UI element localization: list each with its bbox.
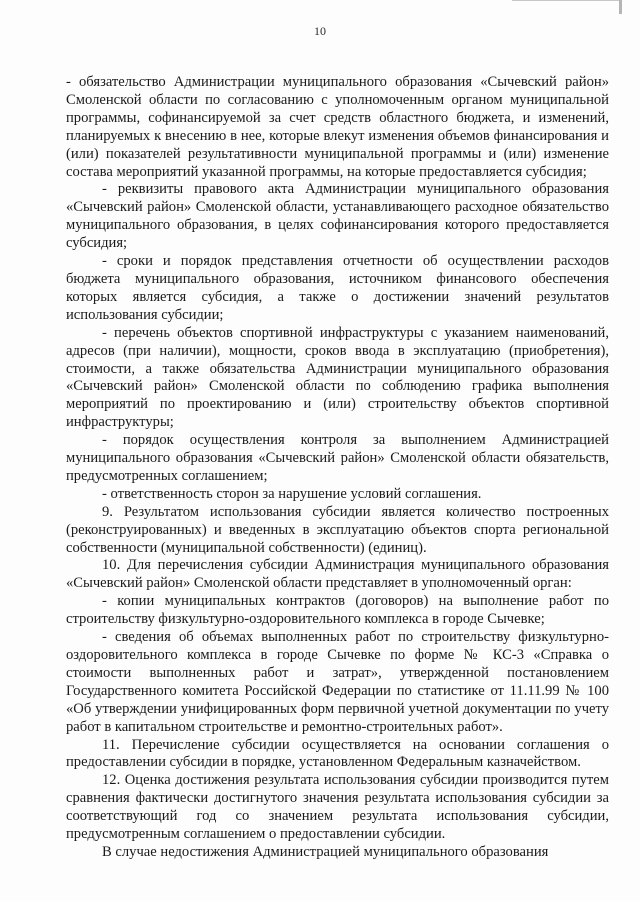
paragraph-item-11: 11. Перечисление субсидии осуществляется на основании соглашения о предоставлении субсидии в порядке, установленном Федеральным казначейством. [66,736,609,771]
scan-corner-mark [512,0,622,13]
paragraph-reporting-terms: - сроки и порядок представления отчетности об осуществлении расходов бюджета муниципального образования, источником финансового обеспечения которых является субсидия, а также о достижении значений результатов использования субсидии; [66,253,609,323]
page-number: 10 [314,24,326,38]
paragraph-non-achievement: В случае недостижения Администрацией муниципального образования [102,843,549,860]
paragraph-control-procedure: - порядок осуществления контроля за выполнением Администрацией муниципального образования «Сычевский район» Смоленской области обязательств, предусмотренных соглашением; [66,432,609,484]
paragraph-obligation-agreement: - обязательство Администрации муниципального образования «Сычевский район» Смоленской области по согласованию с уполномоченным органом муниципальной программы, софинансируемой за счет средств областного бюджета, и изменений, планируемых к внесению в нее, которые влекут изменения объемов финансирования и (или) показателей результативности муниципальной программы и (или) изменение состава мероприятий указанной программы, на которые предоставляется субсидия; [66,74,609,180]
document-body [66,74,609,862]
paragraph-sports-facilities-list: - перечень объектов спортивной инфраструктуры с указанием наименований, адресов (при наличии), мощности, сроков ввода в эксплуатацию (приобретения), стоимости, а также обязательства Администрации муниципального образования «Сычевский район» Смоленской области по соблюдению графика выполнения мероприятий по проектированию и (или) строительству объектов спортивной инфраструктуры; [66,324,609,431]
paragraph-item-9: 9. Результатом использования субсидии является количество построенных (реконструированных) и введенных в эксплуатацию объектов спорта региональной собственности (муниципальной собственности) (единиц). [66,503,609,556]
paragraph-work-volume-info: - сведения об объемах выполненных работ по строительству физкультурно-оздоровительного комплекса в городе Сычевке по форме № КС-3 «Справка о стоимости выполненных работ и затрат», утвержденной постановлением Государственного комитета Российской Федерации по статистике от 11.11.99 № 100 «Об утверждении унифицированных форм первичной учетной документации по учету работ в капитальном строительстве и ремонтно-строительных работ». [66,629,609,735]
paragraph-responsibility: - ответственность сторон за нарушение условий соглашения. [102,485,482,502]
paragraph-legal-act-details: - реквизиты правового акта Администрации муниципального образования «Сычевский район» Смоленской области, устанавливающего расходное обязательство муниципального образования, в целях софинансирования которого предоставляется субсидия; [66,181,609,252]
paragraph-contract-copies: - копии муниципальных контрактов (договоров) на выполнение работ по строительству физкультурно-оздоровительного комплекса в городе Сычевке; [66,593,609,628]
paragraph-item-10: 10. Для перечисления субсидии Администрация муниципального образования «Сычевский район» Смоленской области представляет в уполномоченный орган: [66,557,609,592]
paragraph-item-12: 12. Оценка достижения результата использования субсидии производится путем сравнения фактически достигнутого значения результата использования субсидии за соответствующий год со значением результата использования субсидии, предусмотренным соглашением о предоставлении субсидии. [66,772,609,843]
